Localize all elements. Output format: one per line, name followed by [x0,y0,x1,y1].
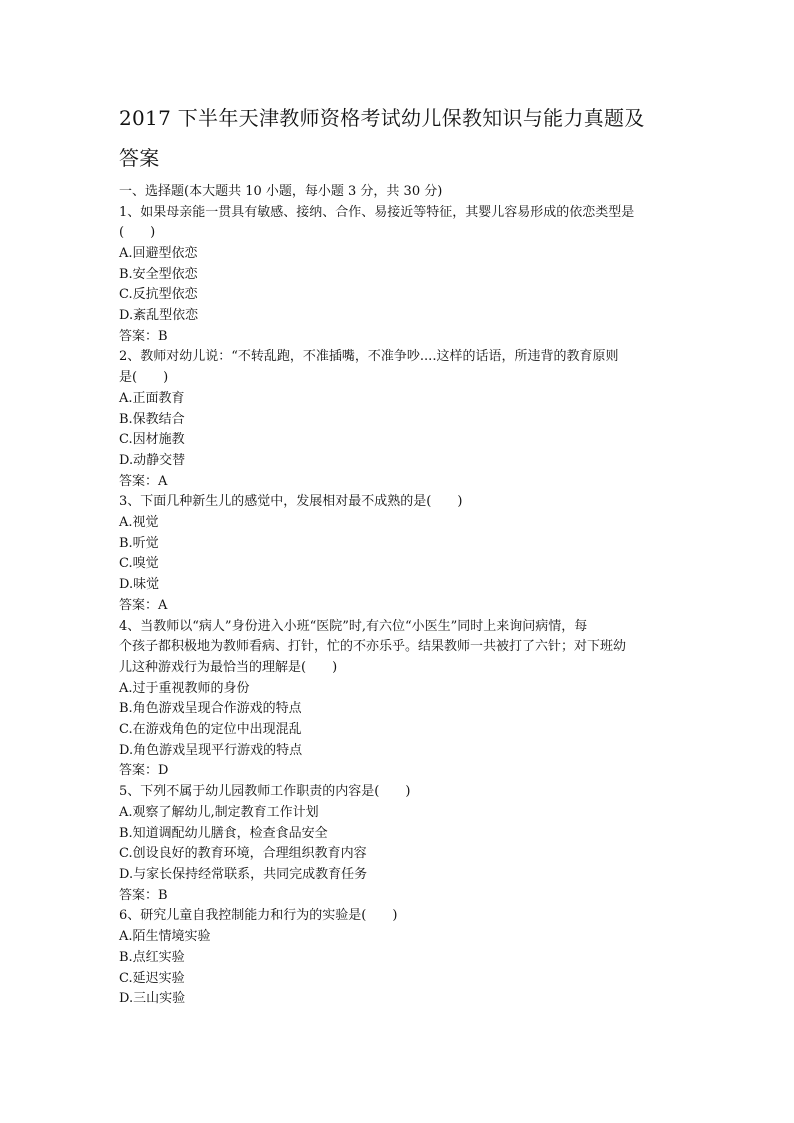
section-heading: 一、选择题(本大题共 10 小题，每小题 3 分，共 30 分) [119,184,443,199]
question-2 [119,347,679,492]
question-option: A.观察了解幼儿,制定教育工作计划 [119,804,319,820]
question-list [119,203,679,1010]
question-option: C.延迟实验 [119,970,185,986]
question-option: B.保教结合 [119,411,185,427]
question-option: A.回避型依恋 [119,245,198,261]
question-option: A.正面教育 [119,390,185,406]
question-answer: 答案：A [119,473,168,489]
question-answer: 答案：B [119,328,168,344]
question-option: D.角色游戏呈现平行游戏的特点 [119,742,303,758]
question-option: C.在游戏角色的定位中出现混乱 [119,722,302,738]
document-page [119,98,679,1010]
question-option: B.点红实验 [119,949,185,965]
title-line-1: 2017 下半年天津教师资格考试幼儿保教知识与能力真题及 [119,106,645,130]
question-1 [119,203,679,348]
question-4 [119,617,679,783]
question-option: C.嗅觉 [119,556,159,572]
question-stem: 1、如果母亲能一贯具有敏感、接纳、合作、易接近等特征，其婴儿容易形成的依恋类型是 [119,204,635,220]
question-stem: ( ) [119,225,156,241]
question-stem: 6、研究儿童自我控制能力和行为的实验是( ) [119,908,398,924]
question-option: B.角色游戏呈现合作游戏的特点 [119,701,302,717]
question-option: A.视觉 [119,515,159,531]
question-stem: 2、教师对幼儿说：“不转乱跑，不准插嘴，不准争吵....这样的话语，所违背的教育原则 [119,349,619,365]
question-option: C.反抗型依恋 [119,287,198,303]
question-option: D.动静交替 [119,452,186,468]
question-option: D.味觉 [119,577,160,593]
question-stem: 5、下列不属于幼儿园教师工作职责的内容是( ) [119,784,411,800]
question-5 [119,782,679,906]
question-stem: 3、下面几种新生儿的感觉中，发展相对最不成熟的是( ) [119,494,463,510]
question-option: B.安全型依恋 [119,266,198,282]
question-stem: 是( ) [119,370,169,386]
question-option: A.过于重视教师的身份 [119,680,250,696]
question-option: D.紊乱型依恋 [119,308,199,324]
question-option: D.与家长保持经常联系，共同完成教育任务 [119,867,368,882]
question-6 [119,906,679,1010]
question-option: D.三山实验 [119,991,186,1007]
title-line-2: 答案 [119,146,160,170]
question-option: B.听觉 [119,535,159,551]
question-stem: 儿这种游戏行为最恰当的理解是( ) [119,659,338,675]
question-option: C.因材施教 [119,432,185,448]
question-option: A.陌生情境实验 [119,929,211,945]
question-stem: 4、当教师以“病人”身份进入小班“医院”时,有六位“小医生”同时上来询问病情，每 [119,618,588,634]
question-option: B.知道调配幼儿膳食，检查食品安全 [119,825,328,841]
question-3 [119,492,679,616]
question-answer: 答案：B [119,887,168,903]
question-answer: 答案：A [119,597,168,613]
question-answer: 答案：D [119,763,169,779]
question-option: C.创设良好的教育环境，合理组织教育内容 [119,846,367,862]
document-title [119,98,679,178]
question-stem: 个孩子都积极地为教师看病、打针，忙的不亦乐乎。结果教师一共被打了六针；对下班幼 [119,639,627,655]
